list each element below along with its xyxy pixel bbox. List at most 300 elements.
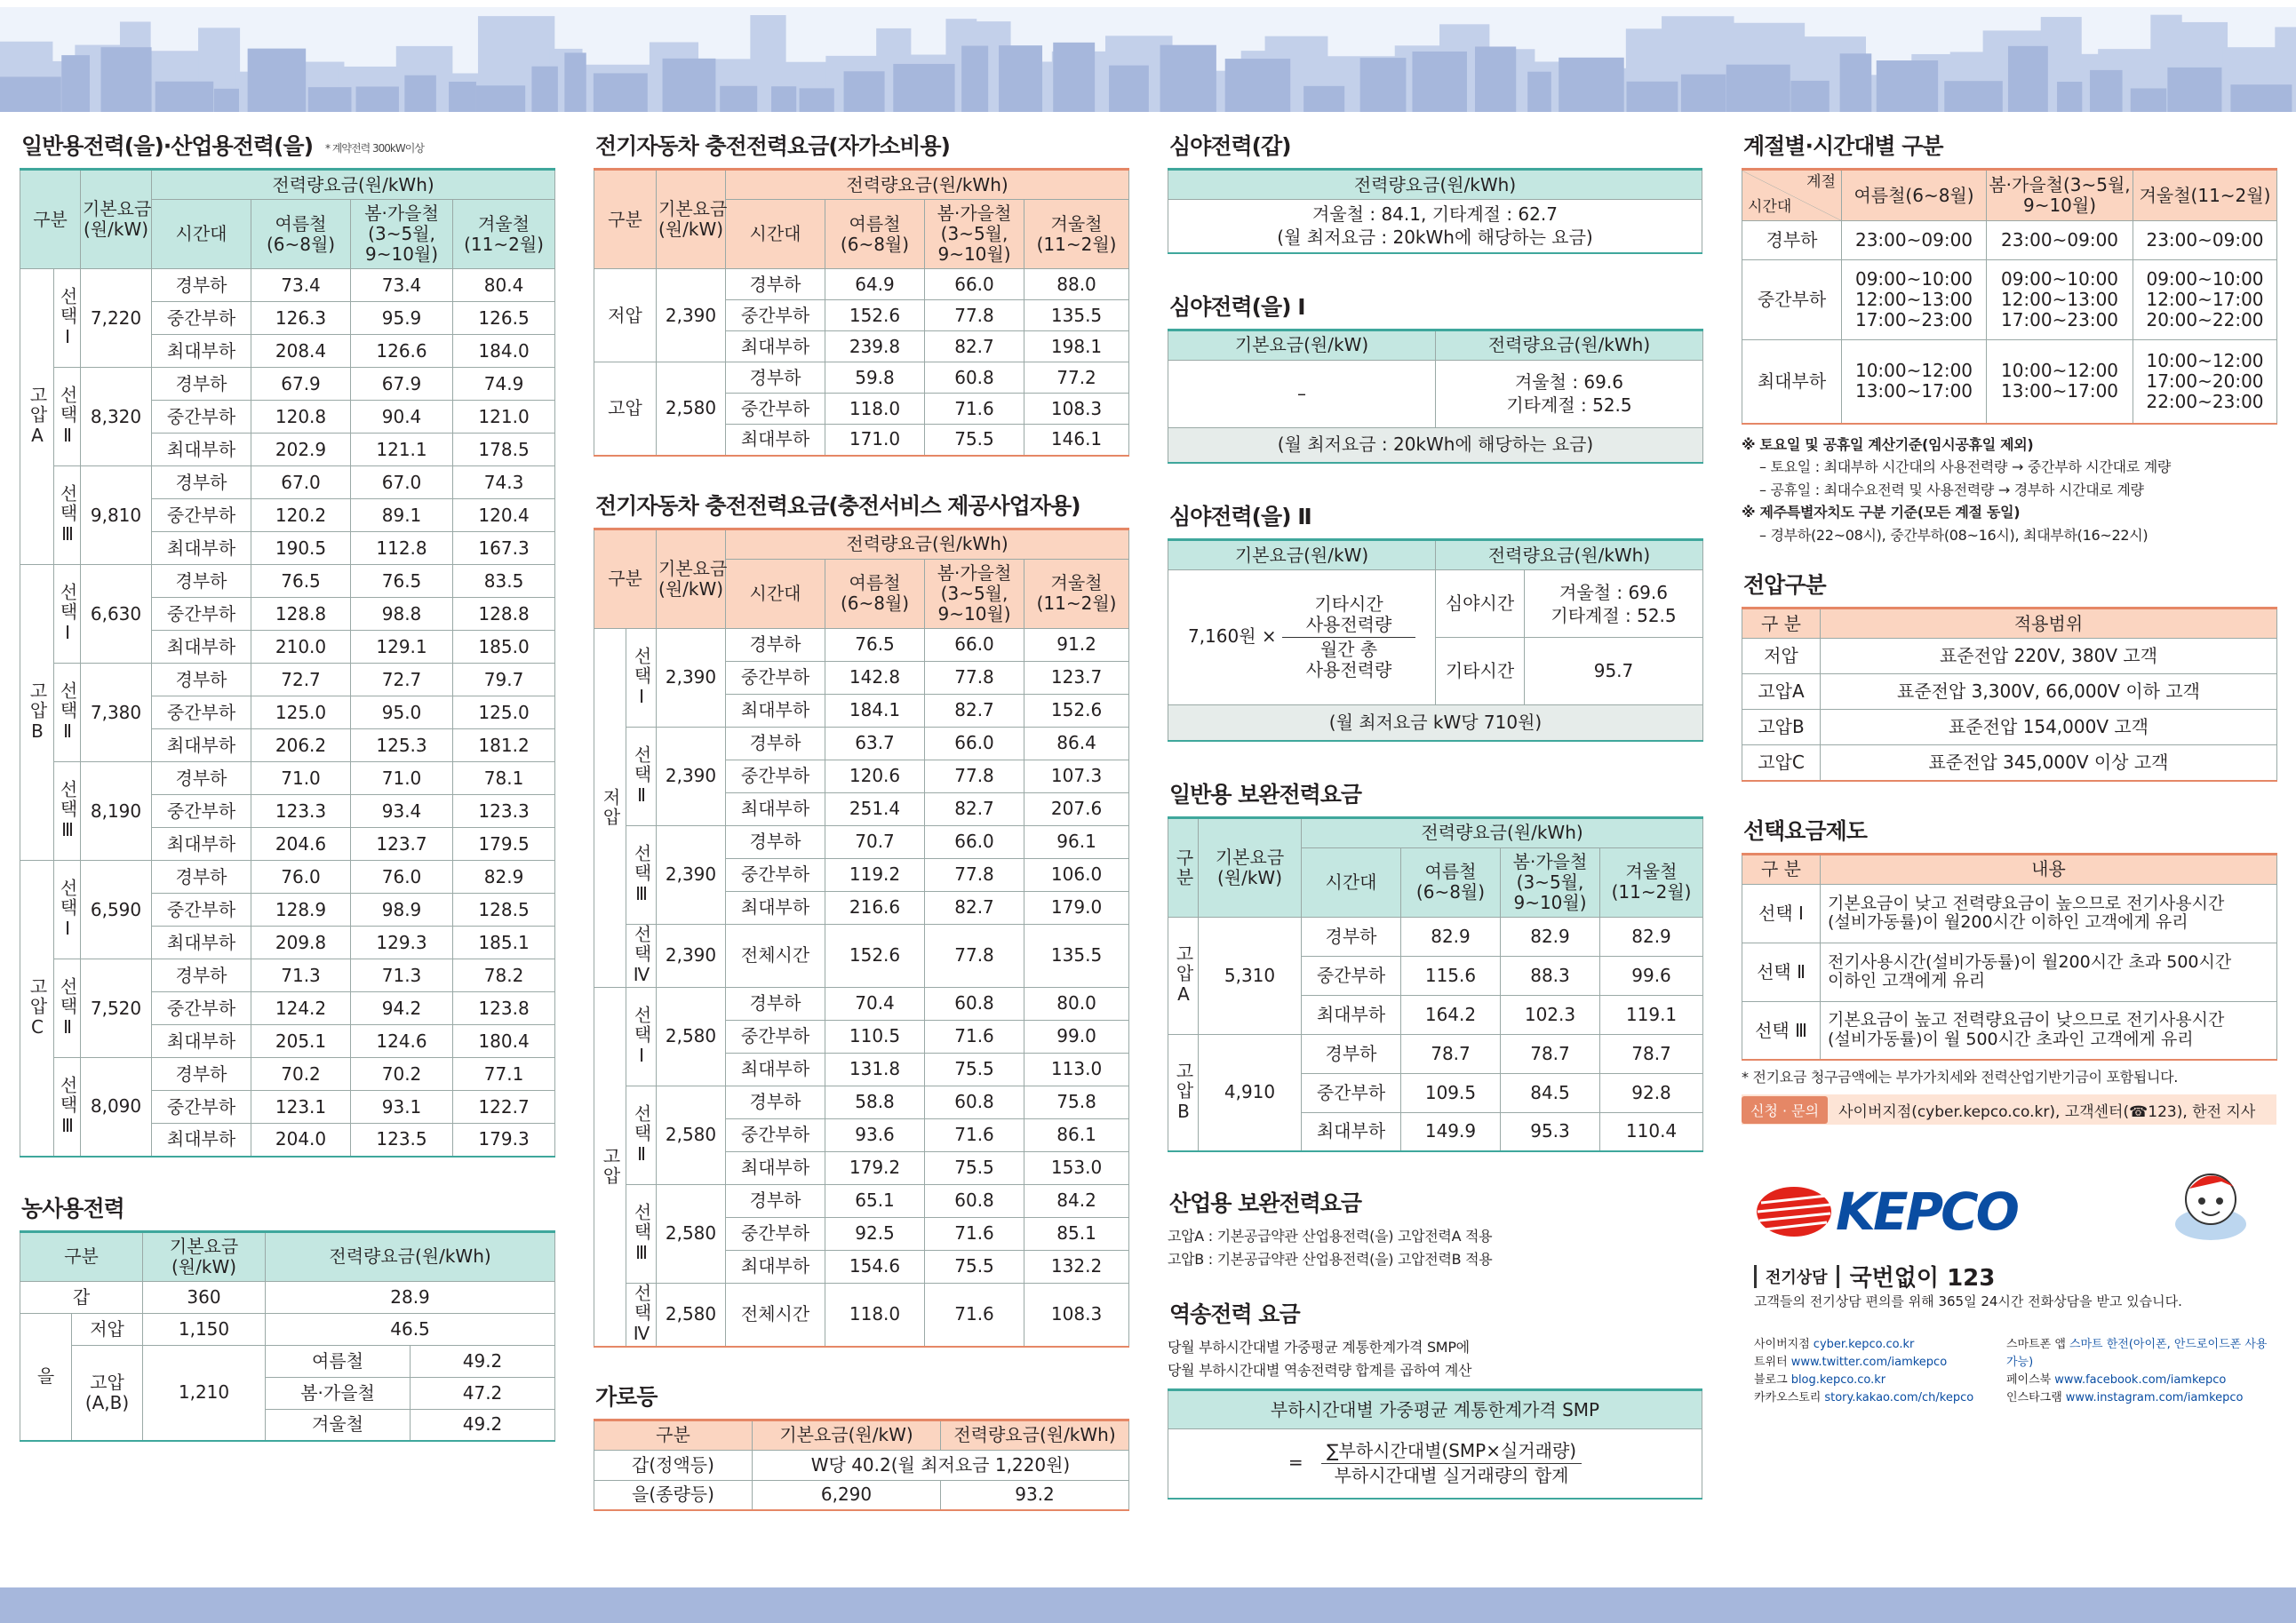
section-title-voltage: 전압구분 <box>1743 572 1826 599</box>
rate-cell: 110.4 <box>1600 1112 1703 1151</box>
basic-charge: 7,220 <box>81 269 152 368</box>
time-band: 최대부하 <box>152 1124 251 1157</box>
time-band: 경부하 <box>726 727 825 760</box>
backup-header-spring: 봄·가을철(3~5월, 9~10월) <box>1501 847 1600 917</box>
season-time-band: 중간부하 <box>1742 260 1842 340</box>
link-url[interactable]: www.instagram.com/iamkepco <box>2065 1391 2244 1405</box>
farm-season: 봄·가을철 <box>266 1377 411 1409</box>
rate-cell: 99.0 <box>1024 1020 1129 1053</box>
rate-cell: 77.8 <box>925 924 1024 987</box>
kepco-links-2 <box>2006 1336 2276 1408</box>
rate-cell: 76.5 <box>351 565 453 598</box>
rate-cell: 149.9 <box>1401 1112 1501 1151</box>
rate-cell: 102.3 <box>1501 995 1600 1034</box>
time-band: 경부하 <box>1302 917 1401 956</box>
rate-cell: 71.6 <box>925 1020 1024 1053</box>
volt-header-range: 적용범위 <box>1821 609 2277 639</box>
time-band: 경부하 <box>152 762 251 795</box>
time-band: 중간부하 <box>152 795 251 828</box>
link-url[interactable]: blog.kepco.co.kr <box>1790 1373 1886 1388</box>
rate-cell: 75.5 <box>925 1250 1024 1283</box>
rate-cell: 142.8 <box>825 661 925 694</box>
option-label: 선택Ⅲ <box>54 466 81 565</box>
rate-cell: 120.4 <box>453 499 555 532</box>
rate-cell: 88.0 <box>1024 269 1129 300</box>
time-band: 경부하 <box>726 628 825 661</box>
header-summer: 여름철(6~8월) <box>251 200 351 269</box>
rate-cell: 86.4 <box>1024 727 1129 760</box>
backup-power-table <box>1168 816 1703 1153</box>
basic-charge: 8,320 <box>81 368 152 466</box>
footer-band <box>0 1587 2296 1623</box>
hotline-tagline: 고객들의 전기상담 편의를 위해 365일 24시간 전화상담을 받고 있습니다. <box>1754 1293 2182 1310</box>
night-b2-other: 기타계절 : 52.5 <box>1551 604 1677 626</box>
ev2-header-spring: 봄·가을철(3~5월, 9~10월) <box>925 559 1024 628</box>
ev1-header-time: 시간대 <box>726 200 825 269</box>
rate-cell: 95.3 <box>1501 1112 1600 1151</box>
option-label: 선택Ⅳ <box>626 924 657 987</box>
rate-cell: 66.0 <box>925 269 1024 300</box>
rate-cell: 190.5 <box>251 532 351 565</box>
basic-charge: 6,630 <box>81 565 152 664</box>
rate-cell: 131.8 <box>825 1053 925 1086</box>
season-corner-season: 계절 <box>1806 173 1836 191</box>
rate-cell: 82.7 <box>925 331 1024 362</box>
rate-cell: 209.8 <box>251 927 351 959</box>
time-range: 09:00~10:00 <box>2146 268 2264 290</box>
option-label: 선택Ⅲ <box>54 762 81 861</box>
rate-cell: 152.6 <box>1024 694 1129 727</box>
basic-charge: 8,190 <box>81 762 152 861</box>
season-time-cell <box>1842 221 1987 260</box>
rate-cell: 208.4 <box>251 335 351 368</box>
street-gap: 갑(정액등) <box>594 1450 753 1480</box>
option-label: 선택Ⅲ <box>626 825 657 924</box>
rate-cell: 207.6 <box>1024 792 1129 825</box>
section-title-choice: 선택요금제도 <box>1743 817 1867 844</box>
farm-season: 겨울철 <box>266 1409 411 1441</box>
time-range: 12:00~13:00 <box>1854 289 1973 310</box>
night-a-table <box>1168 168 1702 254</box>
rate-cell: 93.1 <box>351 1091 453 1124</box>
time-band: 최대부하 <box>726 792 825 825</box>
season-time-cell <box>1842 260 1987 340</box>
voltage-class: 고압A <box>1742 674 1821 710</box>
rate-cell: 185.1 <box>453 927 555 959</box>
rate-cell: 72.7 <box>251 664 351 696</box>
season-time-table <box>1742 168 2277 425</box>
ev1-header-energy: 전력량요금(원/kWh) <box>726 170 1129 200</box>
rate-cell: 124.6 <box>351 1025 453 1058</box>
rate-cell: 77.8 <box>925 858 1024 891</box>
rate-cell: 251.4 <box>825 792 925 825</box>
rate-cell: 70.7 <box>825 825 925 858</box>
basic-charge: 7,380 <box>81 664 152 762</box>
time-range: 13:00~17:00 <box>2000 380 2119 402</box>
apply-inquiry-button[interactable]: 신청 · 문의 <box>1742 1096 1828 1124</box>
night-b1-basic: – <box>1168 360 1436 427</box>
rate-cell: 107.3 <box>1024 760 1129 792</box>
rate-cell: 123.1 <box>251 1091 351 1124</box>
night-b1-table <box>1168 329 1703 465</box>
option-label: 선택Ⅰ <box>54 565 81 664</box>
farm-season-value: 47.2 <box>411 1377 555 1409</box>
rate-cell: 79.7 <box>453 664 555 696</box>
rate-cell: 94.2 <box>351 992 453 1025</box>
choice-header-gubun: 구 분 <box>1742 854 1821 884</box>
season-header-spring: 봄·가을철(3~5월, 9~10월) <box>1987 170 2133 221</box>
smp-fraction: $\frac{\text{∑부하시간대별(SMP×실거래량)}}{\text{부하시간대별 실거래량의 합계}}$ <box>1321 1441 1582 1486</box>
rate-cell: 120.8 <box>251 401 351 434</box>
column-general-industrial <box>20 129 554 1442</box>
rate-cell: 184.0 <box>453 335 555 368</box>
rate-cell: 75.8 <box>1024 1086 1129 1118</box>
rate-cell: 70.4 <box>825 987 925 1020</box>
section-title-night-a: 심야전력(갑) <box>1169 133 1291 159</box>
rate-cell: 135.5 <box>1024 924 1129 987</box>
time-band: 경부하 <box>726 1184 825 1217</box>
rate-cell: 71.3 <box>351 959 453 992</box>
ind-backup-line: 고압B : 기본공급약관 산업용전력(을) 고압전력B 적용 <box>1168 1250 1493 1268</box>
rate-cell: 128.8 <box>453 598 555 631</box>
time-range: 12:00~13:00 <box>2000 289 2119 310</box>
farm-low-basic: 1,150 <box>143 1313 266 1345</box>
time-band: 중간부하 <box>1302 1073 1401 1112</box>
link-label: 트위터 <box>1754 1356 1788 1370</box>
farm-header-energy: 전력량요금(원/kWh) <box>266 1231 555 1281</box>
voltage-class: 고압C <box>1742 745 1821 781</box>
rate-cell: 154.6 <box>825 1250 925 1283</box>
rate-cell: 71.6 <box>925 1283 1024 1347</box>
header-energy: 전력량요금(원/kWh) <box>152 170 555 200</box>
farm-gap-basic: 360 <box>143 1281 266 1313</box>
backup-header-energy: 전력량요금(원/kWh) <box>1302 817 1703 847</box>
rate-cell: 71.3 <box>251 959 351 992</box>
rate-cell: 129.1 <box>351 631 453 664</box>
time-band: 경부하 <box>1302 1034 1401 1073</box>
rate-cell: 59.8 <box>825 362 925 394</box>
backup-header-time: 시간대 <box>1302 847 1401 917</box>
rate-cell: 66.0 <box>925 628 1024 661</box>
rate-cell: 119.2 <box>825 858 925 891</box>
season-time-cell <box>1987 221 2133 260</box>
kepco-logo-text: KEPCO <box>1836 1181 2017 1243</box>
ev1-header-basic: 기본요금(원/kW) <box>657 170 726 269</box>
time-band: 중간부하 <box>726 1217 825 1250</box>
consult-label: 전기상담 <box>1754 1265 1839 1288</box>
option-label: 선택Ⅱ <box>626 1086 657 1184</box>
time-band: 경부하 <box>152 269 251 302</box>
rate-cell: 82.7 <box>925 792 1024 825</box>
time-band: 경부하 <box>152 959 251 992</box>
night-b2-other-time: 기타시간 <box>1436 638 1525 705</box>
section-title-night-b2: 심야전력(을) Ⅱ <box>1169 504 1311 529</box>
ev2-header-gubun: 구분 <box>594 529 657 628</box>
ind-backup-line: 고압A : 기본공급약관 산업용전력(을) 고압전력A 적용 <box>1168 1228 1493 1245</box>
rate-cell: 71.6 <box>925 1118 1024 1151</box>
time-band: 경부하 <box>726 362 825 394</box>
rate-cell: 205.1 <box>251 1025 351 1058</box>
link-label: 블로그 <box>1754 1373 1788 1388</box>
basic-charge: 4,910 <box>1199 1034 1302 1151</box>
street-gap-value: W당 40.2(월 최저요금 1,220원) <box>753 1450 1129 1480</box>
rate-cell: 123.8 <box>453 992 555 1025</box>
time-band: 경부하 <box>152 368 251 401</box>
farm-gap-energy: 28.9 <box>266 1281 555 1313</box>
time-range: 23:00~09:00 <box>2000 229 2119 251</box>
rate-cell: 99.6 <box>1600 956 1703 995</box>
time-band: 경부하 <box>152 664 251 696</box>
night-b1-header-basic: 기본요금(원/kW) <box>1168 330 1436 360</box>
ev2-header-summer: 여름철(6~8월) <box>825 559 925 628</box>
time-band: 중간부하 <box>152 401 251 434</box>
rate-cell: 152.6 <box>825 300 925 331</box>
rate-cell: 198.1 <box>1024 331 1129 362</box>
rate-cell: 73.4 <box>351 269 453 302</box>
rate-cell: 164.2 <box>1401 995 1501 1034</box>
voltage-class: 고압B <box>1742 710 1821 745</box>
time-range: 12:00~17:00 <box>2146 289 2264 310</box>
season-time-cell <box>2133 221 2277 260</box>
rate-cell: 118.0 <box>825 394 925 425</box>
time-band: 전체시간 <box>726 1283 825 1347</box>
time-range: 22:00~23:00 <box>2146 390 2264 412</box>
night-b2-other-value: 95.7 <box>1525 638 1703 705</box>
rate-cell: 95.0 <box>351 696 453 729</box>
street-header-energy: 전력량요금(원/kWh) <box>941 1420 1129 1450</box>
rate-cell: 152.6 <box>825 924 925 987</box>
time-band: 중간부하 <box>152 1091 251 1124</box>
rate-cell: 80.0 <box>1024 987 1129 1020</box>
season-note: ※ 제주특별자치도 구분 기준(모든 계절 동일) <box>1742 504 2021 521</box>
night-b1-min: (월 최저요금 : 20kWh에 해당하는 요금) <box>1168 427 1703 463</box>
season-time-cell <box>2133 340 2277 424</box>
street-header-gubun: 구분 <box>594 1420 753 1450</box>
rate-cell: 115.6 <box>1401 956 1501 995</box>
option-label: 선택Ⅱ <box>626 727 657 825</box>
trans-line: 당월 부하시간대별 역송전력량 합계를 곱하여 계산 <box>1168 1361 1472 1379</box>
street-light-table <box>594 1419 1129 1512</box>
time-band: 경부하 <box>726 825 825 858</box>
season-time-cell <box>1842 340 1987 424</box>
choice-plan-table <box>1742 853 2277 1062</box>
voltage-range: 표준전압 3,300V, 66,000V 이하 고객 <box>1821 674 2277 710</box>
time-band: 경부하 <box>726 1086 825 1118</box>
choice-header-content: 내용 <box>1821 854 2277 884</box>
group-label: 고압 <box>594 987 626 1347</box>
time-band: 최대부하 <box>726 694 825 727</box>
section-title-farm: 농사용전력 <box>21 1195 124 1221</box>
kepco-logo-icon <box>1754 1183 1834 1240</box>
link-url[interactable]: 스마트 한전(아이폰, 안드로이드폰 사용 가능) <box>2006 1338 2268 1370</box>
choice-description: 기본요금이 낮고 전력량요금이 높으므로 전기사용시간 (설비가동률)이 월200시간 이하인 고객에게 유리 <box>1821 884 2277 943</box>
backup-header-winter: 겨울철(11~2월) <box>1600 847 1703 917</box>
rate-cell: 129.3 <box>351 927 453 959</box>
basic-charge: 2,390 <box>657 924 726 987</box>
rate-cell: 121.0 <box>453 401 555 434</box>
rate-cell: 179.5 <box>453 828 555 861</box>
option-label: 선택Ⅲ <box>626 1184 657 1283</box>
time-band: 최대부하 <box>152 729 251 762</box>
time-band: 경부하 <box>152 466 251 499</box>
section-title-transmission: 역송전력 요금 <box>1169 1301 1300 1328</box>
rate-cell: 78.2 <box>453 959 555 992</box>
section-title-general: 일반용전력(을)·산업용전력(을) * 계약전력 300kW이상 <box>21 133 424 159</box>
night-a-min: (월 최저요금 : 20kWh에 해당하는 요금) <box>1277 227 1593 249</box>
link-url[interactable]: story.kakao.com/ch/kepco <box>1824 1391 1974 1405</box>
apply-bar <box>1742 1094 2276 1125</box>
rate-cell: 70.2 <box>251 1058 351 1091</box>
night-b2-table <box>1168 538 1703 742</box>
link-url[interactable]: cyber.kepco.co.kr <box>1813 1338 1915 1352</box>
rate-cell: 180.4 <box>453 1025 555 1058</box>
rate-cell: 82.9 <box>1600 917 1703 956</box>
season-header-winter: 겨울철(11~2월) <box>2133 170 2277 221</box>
time-band: 중간부하 <box>152 992 251 1025</box>
time-range: 23:00~09:00 <box>1854 229 1973 251</box>
rate-cell: 70.2 <box>351 1058 453 1091</box>
option-label: 선택Ⅱ <box>54 368 81 466</box>
time-band: 중간부하 <box>726 858 825 891</box>
ev1-header-gubun: 구분 <box>594 170 657 269</box>
rate-cell: 85.1 <box>1024 1217 1129 1250</box>
night-a-header: 전력량요금(원/kWh) <box>1168 170 1702 200</box>
night-b2-header-basic: 기본요금(원/kW) <box>1168 540 1436 570</box>
time-band: 중간부하 <box>726 661 825 694</box>
rate-cell: 204.6 <box>251 828 351 861</box>
smp-eq: = <box>1288 1452 1303 1474</box>
group-label: 고압A <box>20 269 54 565</box>
rate-cell: 73.4 <box>251 269 351 302</box>
rate-cell: 75.5 <box>925 1053 1024 1086</box>
rate-cell: 65.1 <box>825 1184 925 1217</box>
rate-cell: 125.3 <box>351 729 453 762</box>
night-b2-min: (월 최저요금 kW당 710원) <box>1168 705 1703 741</box>
time-band: 최대부하 <box>152 828 251 861</box>
choice-option: 선택 Ⅰ <box>1742 884 1821 943</box>
group-label: 저압 <box>594 628 626 987</box>
ev1-header-summer: 여름철(6~8월) <box>825 200 925 269</box>
season-time-cell <box>1987 340 2133 424</box>
night-b2-night: 심야시간 <box>1436 570 1525 638</box>
time-band: 최대부하 <box>152 927 251 959</box>
time-range: 20:00~22:00 <box>2146 309 2264 330</box>
basic-charge: 5,310 <box>1199 917 1302 1034</box>
rate-cell: 181.2 <box>453 729 555 762</box>
rate-cell: 77.8 <box>925 661 1024 694</box>
rate-cell: 83.5 <box>453 565 555 598</box>
rate-cell: 120.6 <box>825 760 925 792</box>
link-url[interactable]: www.twitter.com/iamkepco <box>1790 1356 1948 1370</box>
night-b1-winter: 겨울철 : 69.6 <box>1515 371 1623 393</box>
night-b2-winter: 겨울철 : 69.6 <box>1559 581 1668 603</box>
season-note: – 공휴일 : 최대수요전력 및 사용전력량 → 경부하 시간대로 계량 <box>1759 481 2144 498</box>
general-industrial-table <box>20 168 555 1158</box>
season-note: – 토요일 : 최대부하 시간대의 사용전력량 → 중간부하 시간대로 계량 <box>1759 458 2172 476</box>
choice-note: * 전기요금 청구금액에는 부가가치세와 전력산업기반기금이 포함됩니다. <box>1742 1069 2179 1086</box>
rate-cell: 77.1 <box>453 1058 555 1091</box>
ev1-header-spring: 봄·가을철(3~5월, 9~10월) <box>925 200 1024 269</box>
time-band: 경부하 <box>726 269 825 300</box>
basic-charge: 2,580 <box>657 1184 726 1283</box>
rate-cell: 123.7 <box>1024 661 1129 694</box>
option-label: 선택Ⅱ <box>54 959 81 1058</box>
rate-cell: 108.3 <box>1024 1283 1129 1347</box>
season-time-cell <box>2133 260 2277 340</box>
rate-cell: 84.2 <box>1024 1184 1129 1217</box>
rate-cell: 75.5 <box>925 425 1024 456</box>
smp-header: 부하시간대별 가중평균 계통한계가격 SMP <box>1168 1390 1702 1429</box>
rate-cell: 74.9 <box>453 368 555 401</box>
basic-charge: 2,390 <box>657 825 726 924</box>
rate-cell: 128.9 <box>251 894 351 927</box>
rate-cell: 82.7 <box>925 694 1024 727</box>
time-band: 경부하 <box>152 1058 251 1091</box>
rate-cell: 86.1 <box>1024 1118 1129 1151</box>
basic-charge: 2,580 <box>657 987 726 1086</box>
rate-cell: 128.8 <box>251 598 351 631</box>
rate-cell: 123.3 <box>453 795 555 828</box>
rate-cell: 123.5 <box>351 1124 453 1157</box>
time-band: 중간부하 <box>726 1118 825 1151</box>
basic-charge: 2,390 <box>657 628 726 727</box>
time-range: 10:00~12:00 <box>2000 360 2119 382</box>
option-label: 선택Ⅰ <box>626 628 657 727</box>
rate-cell: 60.8 <box>925 1184 1024 1217</box>
time-band: 중간부하 <box>152 302 251 335</box>
rate-cell: 64.9 <box>825 269 925 300</box>
group-label: 저압 <box>594 269 657 362</box>
backup-header-summer: 여름철(6~8월) <box>1401 847 1501 917</box>
rate-cell: 128.5 <box>453 894 555 927</box>
rate-cell: 58.8 <box>825 1086 925 1118</box>
volt-header-gubun: 구 분 <box>1742 609 1821 639</box>
rate-cell: 135.5 <box>1024 300 1129 331</box>
link-url[interactable]: www.facebook.com/iamkepco <box>2054 1373 2227 1388</box>
rate-cell: 76.5 <box>825 628 925 661</box>
rate-cell: 132.2 <box>1024 1250 1129 1283</box>
backup-header-gubun: 구분 <box>1168 817 1199 917</box>
night-b1-header-energy: 전력량요금(원/kWh) <box>1436 330 1703 360</box>
time-range: 17:00~20:00 <box>2146 370 2264 392</box>
basic-charge: 8,090 <box>81 1058 152 1157</box>
rate-cell: 76.0 <box>351 861 453 894</box>
time-band: 경부하 <box>152 565 251 598</box>
rate-cell: 77.8 <box>925 760 1024 792</box>
rate-cell: 84.5 <box>1501 1073 1600 1112</box>
rate-cell: 108.3 <box>1024 394 1129 425</box>
kepco-links <box>1754 1336 1973 1408</box>
farm-header-gubun: 구분 <box>20 1231 143 1281</box>
farm-season-value: 49.2 <box>411 1409 555 1441</box>
farm-season-value: 49.2 <box>411 1345 555 1377</box>
rate-cell: 120.2 <box>251 499 351 532</box>
rate-cell: 78.7 <box>1401 1034 1501 1073</box>
time-band: 중간부하 <box>726 394 825 425</box>
section-title-night-b1: 심야전력(을) Ⅰ <box>1169 293 1305 320</box>
rate-cell: 113.0 <box>1024 1053 1129 1086</box>
mascot-icon <box>2168 1162 2253 1247</box>
rate-cell: 178.5 <box>453 434 555 466</box>
time-band: 중간부하 <box>152 696 251 729</box>
rate-cell: 66.0 <box>925 727 1024 760</box>
season-time-band: 최대부하 <box>1742 340 1842 424</box>
rate-cell: 110.5 <box>825 1020 925 1053</box>
rate-cell: 126.6 <box>351 335 453 368</box>
time-band: 최대부하 <box>1302 995 1401 1034</box>
option-label: 선택Ⅰ <box>54 861 81 959</box>
voltage-range: 표준전압 220V, 380V 고객 <box>1821 639 2277 674</box>
